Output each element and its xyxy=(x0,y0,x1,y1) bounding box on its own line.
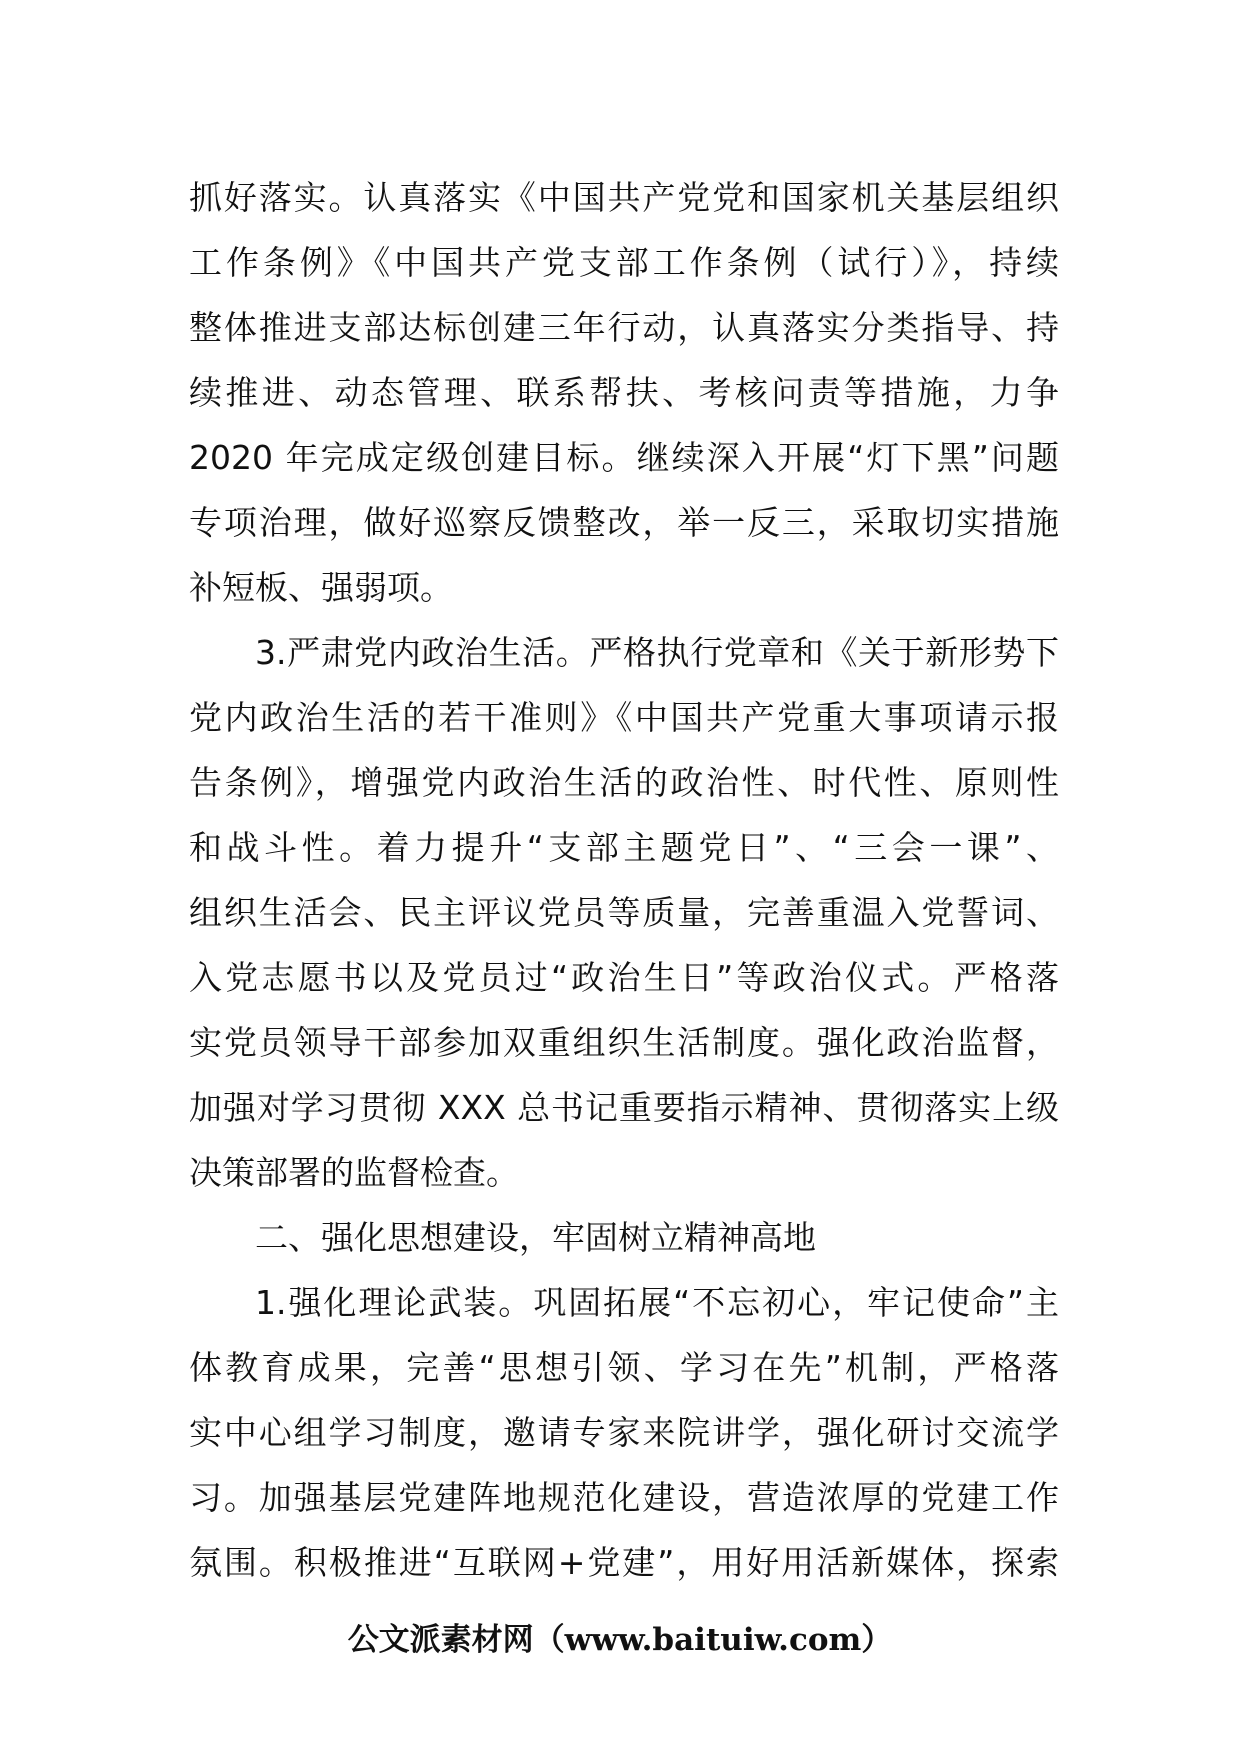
text-line: 组织生活会、民主评议党员等质量，完善重温入党誓词、 xyxy=(189,893,1059,932)
text-line: 整体推进支部达标创建三年行动，认真落实分类指导、持 xyxy=(189,308,1059,347)
text-line: 专项治理，做好巡察反馈整改，举一反三，采取切实措施 xyxy=(189,503,1059,542)
text-line: 实党员领导干部参加双重组织生活制度。强化政治监督， xyxy=(189,1023,1059,1062)
text-line: 习。加强基层党建阵地规范化建设，营造浓厚的党建工作 xyxy=(189,1478,1059,1517)
text-line: 3.严肃党内政治生活。严格执行党章和《关于新形势下 xyxy=(255,633,1059,672)
text-line: 工作条例》《中国共产党支部工作条例（试行）》，持续 xyxy=(189,243,1059,282)
text-line: 补短板、强弱项。 xyxy=(189,568,453,607)
footer-watermark: 公文派素材网（www.baituiw.com） xyxy=(347,1622,893,1658)
text-line: 续推进、动态管理、联系帮扶、考核问责等措施，力争 xyxy=(189,373,1059,412)
document-body xyxy=(189,165,1059,1595)
text-line: 入党志愿书以及党员过“政治生日”等政治仪式。严格落 xyxy=(189,958,1059,997)
text-line: 加强对学习贯彻 XXX 总书记重要指示精神、贯彻落实上级 xyxy=(189,1088,1059,1127)
text-line: 实中心组学习制度，邀请专家来院讲学，强化研讨交流学 xyxy=(189,1413,1059,1452)
text-line: 氛围。积极推进“互联网+党建”，用好用活新媒体，探索 xyxy=(189,1543,1059,1582)
text-line: 和战斗性。着力提升“支部主题党日”、“三会一课”、 xyxy=(189,828,1059,867)
text-line: 抓好落实。认真落实《中国共产党党和国家机关基层组织 xyxy=(189,178,1059,217)
text-line: 告条例》，增强党内政治生活的政治性、时代性、原则性 xyxy=(189,763,1059,802)
text-line: 决策部署的监督检查。 xyxy=(189,1153,519,1192)
text-line: 2020 年完成定级创建目标。继续深入开展“灯下黑”问题 xyxy=(189,438,1059,477)
text-line: 1.强化理论武装。巩固拓展“不忘初心，牢记使命”主 xyxy=(255,1283,1059,1322)
text-line: 二、强化思想建设，牢固树立精神高地 xyxy=(255,1218,816,1257)
text-line: 体教育成果，完善“思想引领、学习在先”机制，严格落 xyxy=(189,1348,1059,1387)
text-line: 党内政治生活的若干准则》《中国共产党重大事项请示报 xyxy=(189,698,1059,737)
